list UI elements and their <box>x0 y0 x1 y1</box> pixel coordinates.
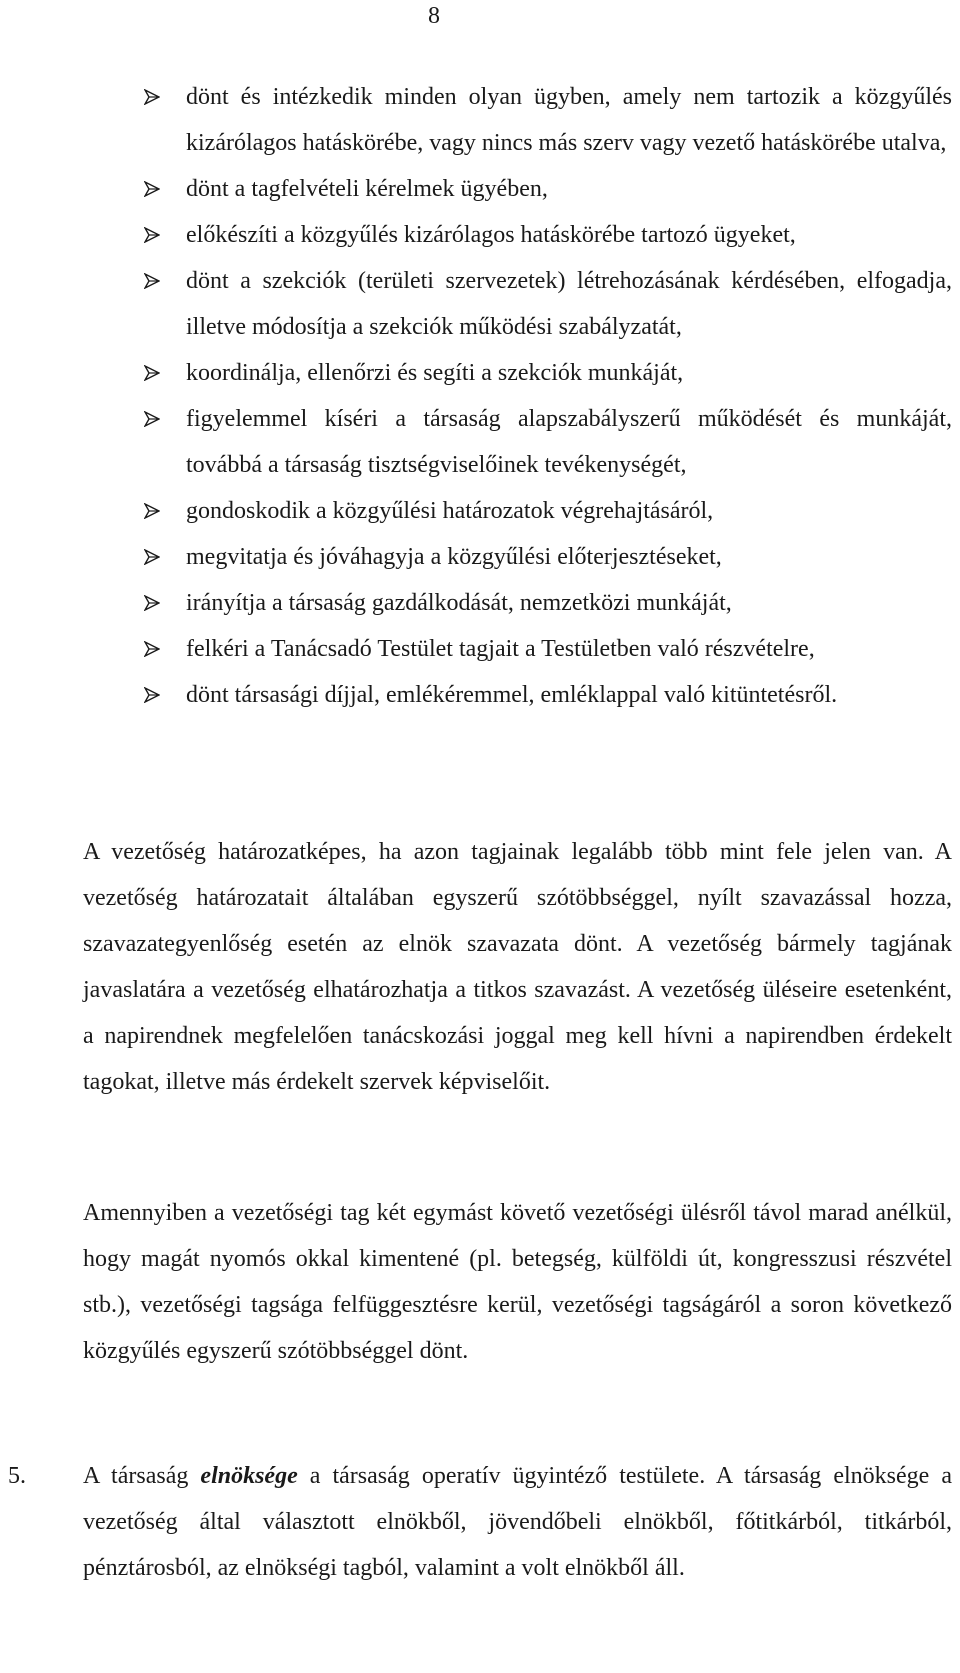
list-item-text: figyelemmel kíséri a társaság alapszabályszerű működését és munkáját, továbbá a társaság tisztségviselőinek tevékenységét, <box>186 406 952 478</box>
list-item <box>144 672 952 718</box>
list-item-text: dönt a szekciók (területi szervezetek) létrehozásának kérdésében, elfogadja, illetve módosítja a szekciók működési szabályzatát, <box>186 268 952 340</box>
section-number: 5. <box>8 1463 26 1489</box>
list-item <box>144 350 952 396</box>
list-item <box>144 166 952 212</box>
list-item <box>144 534 952 580</box>
list-item-text: dönt társasági díjjal, emlékéremmel, emléklappal való kitüntetésről. <box>186 682 838 708</box>
arrowhead-bullet-icon <box>144 181 160 197</box>
list-item <box>144 258 952 350</box>
section-text-after: a társaság operatív ügyintéző testülete. A társaság elnöksége a vezetőség által választott elnökből, jövendőbeli elnökből, főtitkárból, titkárból, pénztárosból, az elnökségi tagból, valamint a volt elnökből áll. <box>83 1463 952 1581</box>
arrowhead-bullet-icon <box>144 503 160 519</box>
page-number: 8 <box>428 3 440 29</box>
bullet-list <box>144 74 952 718</box>
arrowhead-bullet-icon <box>144 89 160 105</box>
arrowhead-bullet-icon <box>144 411 160 427</box>
paragraph-quorum: A vezetőség határozatképes, ha azon tagjainak legalább több mint fele jelen van. A vezetőség határozatait általában egyszerű szótöbbséggel, nyílt szavazással hozza, szavazategyenlőség esetén az elnök szavazata dönt. A vezetőség bármely tagjának javaslatára a vezetőség elhatározhatja a titkos szavazást. A vezetőség üléseire esetenként, a napirendnek megfelelően tanácskozási joggal meg kell hívni a napirendben érdekelt tagokat, illetve más érdekelt szervek képviselőit. <box>83 839 952 1095</box>
arrowhead-bullet-icon <box>144 227 160 243</box>
arrowhead-bullet-icon <box>144 273 160 289</box>
section-text-before: A társaság <box>83 1463 201 1489</box>
arrowhead-bullet-icon <box>144 595 160 611</box>
list-item <box>144 488 952 534</box>
list-item <box>144 74 952 166</box>
list-item-text: koordinálja, ellenőrzi és segíti a szekciók munkáját, <box>186 360 684 386</box>
list-item <box>144 396 952 488</box>
arrowhead-bullet-icon <box>144 365 160 381</box>
list-item-text: előkészíti a közgyűlés kizárólagos hatáskörébe tartozó ügyeket, <box>186 222 796 248</box>
list-item-text: dönt a tagfelvételi kérelmek ügyében, <box>186 176 548 202</box>
list-item-text: felkéri a Tanácsadó Testület tagjait a Testületben való részvételre, <box>186 636 815 662</box>
list-item-text: gondoskodik a közgyűlési határozatok végrehajtásáról, <box>186 498 714 524</box>
list-item <box>144 580 952 626</box>
list-item-text: irányítja a társaság gazdálkodását, nemzetközi munkáját, <box>186 590 732 616</box>
list-item <box>144 626 952 672</box>
list-item <box>144 212 952 258</box>
arrowhead-bullet-icon <box>144 687 160 703</box>
list-item-text: dönt és intézkedik minden olyan ügyben, amely nem tartozik a közgyűlés kizárólagos hatáskörébe, vagy nincs más szerv vagy vezető hatáskörébe utalva, <box>186 84 952 156</box>
section-text <box>83 1453 952 1591</box>
arrowhead-bullet-icon <box>144 549 160 565</box>
section-5 <box>8 1453 952 1591</box>
list-item-text: megvitatja és jóváhagyja a közgyűlési előterjesztéseket, <box>186 544 722 570</box>
section-emphasis: elnöksége <box>200 1463 298 1489</box>
arrowhead-bullet-icon <box>144 641 160 657</box>
paragraph-absence: Amennyiben a vezetőségi tag két egymást követő vezetőségi ülésről távol marad anélkül, hogy magát nyomós okkal kimentené (pl. betegség, külföldi út, kongresszusi részvétel stb.), vezetőségi tagsága felfüggesztésre kerül, vezetőségi tagságáról a soron következő közgyűlés egyszerű szótöbbséggel dönt. <box>83 1200 952 1364</box>
